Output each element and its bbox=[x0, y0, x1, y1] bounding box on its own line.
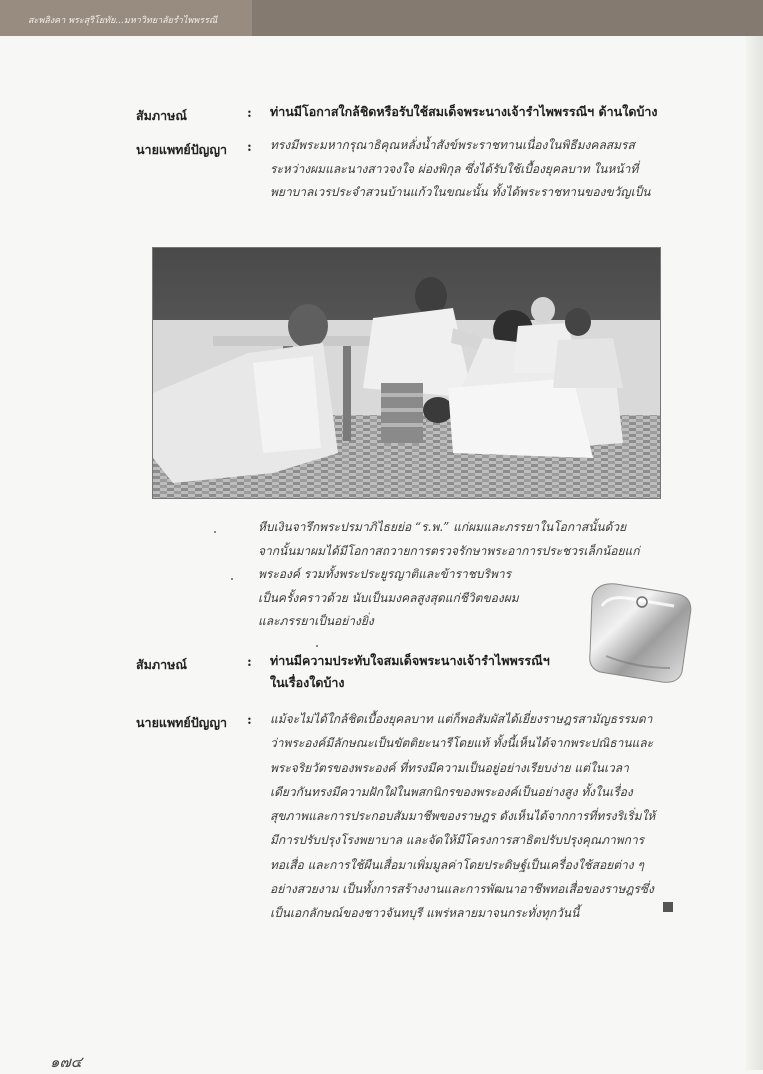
continuation-line: พระองค์ รวมทั้งพระประยูรญาติและข้าราชบริพาร bbox=[258, 567, 512, 581]
answer-1 bbox=[270, 134, 651, 205]
question-1: ท่านมีโอกาสใกล้ชิดหรือรับใช้สมเด็จพระนางเจ้ารำไพพรรณีฯ ด้านใดบ้าง bbox=[270, 104, 658, 119]
silver-box-image bbox=[586, 576, 696, 686]
colon: : bbox=[247, 655, 252, 670]
colon: : bbox=[247, 140, 252, 155]
interviewer-label: สัมภาษณ์ bbox=[136, 657, 187, 672]
answer-2-line: ว่าพระองค์มีลักษณะเป็นขัตติยะนารีโดยแท้ ทั้งนี้เห็นได้จากพระปณิธานและ bbox=[270, 736, 654, 751]
header-label-block bbox=[0, 0, 252, 36]
colon: : bbox=[247, 713, 252, 728]
scan-speck bbox=[231, 578, 233, 580]
end-of-article-mark bbox=[663, 902, 673, 912]
answer-1-line: ทรงมีพระมหากรุณาธิคุณหลั่งน้ำสังข์พระราชทานเนื่องในพิธีมงคลสมรส bbox=[270, 138, 635, 152]
answer-2-line: แม้จะไม่ได้ใกล้ชิดเบื้องยุคลบาท แต่ก็พอสัมผัสได้เยี่ยงราษฎรสามัญธรรมดา bbox=[270, 712, 653, 726]
colon: : bbox=[247, 106, 252, 121]
continuation-line: เป็นครั้งคราวด้วย นับเป็นมงคลสูงสุดแก่ชีวิตของผม bbox=[258, 590, 519, 605]
page-edge bbox=[745, 0, 763, 1070]
question-2 bbox=[270, 650, 550, 694]
silver-box-illustration bbox=[586, 576, 696, 686]
running-title: สะพลิงคา พระสุริโยทัย...มหาวิทยาลัยรำไพพรรณี bbox=[28, 16, 218, 26]
ceremony-photo-illustration bbox=[153, 248, 660, 498]
answer-2-line: พระจริยวัตรของพระองค์ ที่ทรงมีความเป็นอยู่อย่างเรียบง่าย แต่ในเวลา bbox=[270, 760, 629, 775]
answer-1-line: พยาบาลเวรประจำสวนบ้านแก้วในขณะนั้น ทั้งได้พระราชทานของขวัญเป็น bbox=[270, 185, 651, 199]
answer-2-line: สุขภาพและการประกอบสัมมาชีพของราษฎร ดังเห็นได้จากการที่ทรงริเริ่มให้ bbox=[270, 809, 656, 824]
header-banner bbox=[0, 0, 763, 36]
answer-2-line: เดียวกันทรงมีความฝักใฝ่ในพสกนิกรของพระองค์เป็นอย่างสูง ทั้งในเรื่อง bbox=[270, 784, 633, 799]
answer-2-line: มีการปรับปรุงโรงพยาบาล และจัดให้มีโครงการสาธิตปรับปรุงคุณภาพการ bbox=[270, 833, 645, 848]
page-number: ๑๗๔ bbox=[50, 1053, 83, 1071]
continuation-line: หีบเงินจารึกพระปรมาภิไธยย่อ “ร.พ.” แก่ผมและภรรยาในโอกาสนั้นด้วย bbox=[258, 520, 627, 534]
respondent-label: นายแพทย์ปัญญา bbox=[136, 715, 228, 730]
answer-1-line: ระหว่างผมและนางสาวจงใจ ผ่องพิกุล ซึ่งได้รับใช้เบื้องยุคลบาท ในหน้าที่ bbox=[270, 161, 639, 176]
interviewer-label: สัมภาษณ์ bbox=[136, 108, 187, 123]
continuation-line: และภรรยาเป็นอย่างยิ่ง bbox=[258, 614, 374, 628]
scan-speck bbox=[214, 531, 216, 533]
answer-2-line: อย่างสวยงาม เป็นทั้งการสร้างงานและการพัฒนาอาชีพทอเสื่อของราษฎรซึ่ง bbox=[270, 882, 654, 897]
answer-2-line: ทอเสื่อ และการใช้ผืนเสื่อมาเพิ่มมูลค่าโดยประดิษฐ์เป็นเครื่องใช้สอยต่าง ๆ bbox=[270, 857, 644, 872]
question-2-line: ท่านมีความประทับใจสมเด็จพระนางเจ้ารำไพพรรณีฯ bbox=[270, 653, 550, 668]
answer-1-continuation bbox=[258, 516, 640, 634]
answer-2-line: เป็นเอกลักษณ์ของชาวจันทบุรี แพร่หลายมาจนกระทั่งทุกวันนี้ bbox=[270, 906, 580, 921]
question-2-line: ในเรื่องใดบ้าง bbox=[270, 675, 345, 690]
respondent-label: นายแพทย์ปัญญา bbox=[136, 142, 228, 157]
answer-2 bbox=[270, 707, 655, 926]
scan-speck bbox=[316, 645, 318, 647]
continuation-line: จากนั้นมาผมได้มีโอกาสถวายการตรวจรักษาพระอาการประชวรเล็กน้อยแก่ bbox=[258, 543, 640, 558]
ceremony-photograph bbox=[152, 247, 661, 499]
